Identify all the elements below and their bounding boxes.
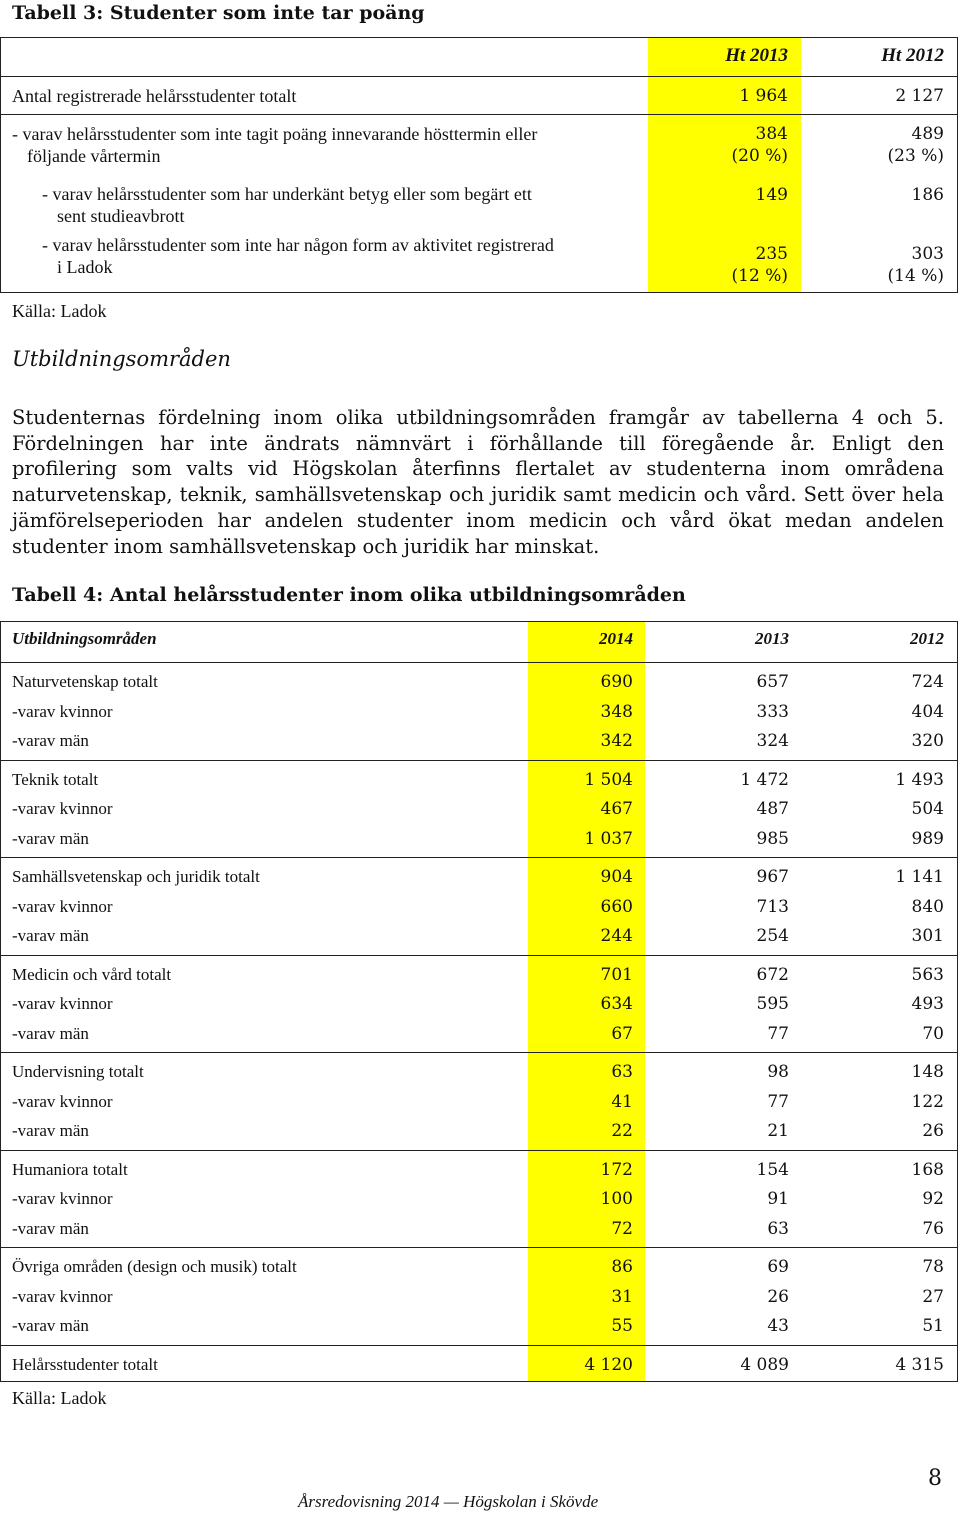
table4-row-label: -varav kvinnor: [12, 799, 113, 818]
table4-value-2013: 77: [767, 1023, 789, 1044]
table4-value-2012: 27: [922, 1286, 944, 1307]
table4-row-label: -varav män: [12, 926, 89, 945]
table4-group-divider: [0, 1052, 958, 1053]
table4-border: [957, 621, 958, 1381]
table3-row-label-cont: i Ladok: [57, 257, 113, 277]
table4-value-2014: 55: [611, 1316, 633, 1336]
table4-row-label: Teknik totalt: [12, 769, 99, 789]
table4-value-2012: 26: [922, 1121, 944, 1141]
table4-value-2012: 724: [911, 672, 944, 692]
table3-col-ht2013: Ht 2013: [725, 45, 788, 66]
table4-value-2014: 701: [600, 964, 633, 985]
table4-border: [0, 621, 1, 1381]
table3-row-label: - varav helårsstudenter som har underkänt betyg eller som begärt ett: [42, 184, 532, 204]
table4-value-2013: 657: [756, 672, 789, 692]
table4-value-2014: 63: [611, 1062, 633, 1082]
table4-value-2012: 148: [911, 1062, 944, 1082]
table3-row-label: Antal registrerade helårsstudenter totalt: [12, 86, 297, 106]
table4-value-2012: 70: [922, 1023, 944, 1044]
table4-group-divider: [0, 955, 958, 956]
table3-value: 235: [755, 244, 788, 264]
table4-value-2013: 333: [756, 701, 789, 722]
table4-value-2014: 22: [611, 1121, 633, 1141]
table3-row-label-cont: sent studieavbrott: [57, 206, 185, 226]
table4-row-label: -varav män: [12, 1023, 89, 1043]
table4-value-2013: 324: [756, 731, 789, 751]
table4-group-divider: [0, 760, 958, 761]
table4-value-2014: 904: [600, 867, 633, 887]
table4-value-2012: 504: [911, 799, 944, 819]
table4-value-2012: 78: [922, 1257, 944, 1277]
table4-value-2014: 72: [611, 1218, 633, 1239]
table4-value-2014: 31: [611, 1286, 633, 1307]
table4-value-2012: 989: [911, 828, 944, 849]
table3-value: 186: [911, 185, 944, 205]
table4-value-2012: 301: [911, 926, 944, 946]
table3-value-pct: (23 %): [887, 146, 944, 166]
table4-value-2014: 100: [600, 1189, 633, 1209]
table4-value-2012: 76: [922, 1218, 944, 1239]
table4-value-2013: 91: [767, 1189, 789, 1209]
table3-col-ht2012: Ht 2012: [881, 45, 944, 66]
table4-value-2013: 21: [767, 1121, 789, 1141]
table4-border: [0, 1381, 958, 1382]
table4-value-2012: 92: [922, 1189, 944, 1209]
table4-row-label: -varav män: [12, 1218, 89, 1238]
table4-value-2014: 690: [600, 672, 633, 692]
table4-value-2013: 713: [756, 896, 789, 917]
table3-value: 489: [911, 124, 944, 144]
table4-row-label: -varav kvinnor: [12, 701, 113, 721]
table4-value-2014: 348: [600, 701, 633, 722]
table4-value-2014: 660: [600, 896, 633, 917]
table4-group-divider: [0, 1345, 958, 1346]
table4-value-2013: 595: [756, 994, 789, 1014]
table4-header-2012: 2012: [910, 629, 944, 648]
table4-header-2014: 2014: [599, 629, 633, 648]
table4-header-2013: 2013: [755, 629, 789, 648]
table3-row-label: - varav helårsstudenter som inte tagit poäng innevarande hösttermin eller: [12, 124, 538, 144]
table4-value-2013: 98: [767, 1062, 789, 1082]
table4-title: Tabell 4: Antal helårsstudenter inom olika utbildningsområden: [12, 584, 686, 606]
table4-row-label: Samhällsvetenskap och juridik totalt: [12, 867, 260, 886]
table4-source: Källa: Ladok: [12, 1388, 107, 1408]
table4-value-2014: 342: [600, 731, 633, 751]
table3-row-label-cont: följande vårtermin: [27, 146, 161, 166]
table3-value: 149: [755, 185, 788, 205]
table4-value-2013: 63: [767, 1218, 789, 1239]
table4-value-2014: 86: [611, 1257, 633, 1277]
table4-value-2012: 1 141: [895, 867, 944, 887]
table3-value-pct: (12 %): [731, 266, 788, 286]
table4-border: [0, 621, 958, 622]
table4-row-label: Naturvetenskap totalt: [12, 672, 158, 691]
table3-value: 1 964: [739, 86, 788, 106]
table4-row-label: Övriga områden (design och musik) totalt: [12, 1257, 297, 1276]
table4-row-label: -varav män: [12, 1316, 89, 1335]
table4-row-label: -varav kvinnor: [12, 1189, 113, 1208]
table4-value-2014: 1 504: [584, 769, 633, 790]
table4-value-2013: 672: [756, 964, 789, 985]
table4-value-2013: 967: [756, 867, 789, 887]
table4-value-2013: 985: [756, 828, 789, 849]
table4-value-2014: 172: [600, 1159, 633, 1180]
table4-header-area: Utbildningsområden: [12, 629, 157, 648]
table4-value-2012: 840: [911, 896, 944, 917]
table4-row-label: Medicin och vård totalt: [12, 964, 172, 984]
table4-value-2014: 67: [611, 1023, 633, 1044]
table3-value-pct: (20 %): [731, 146, 788, 166]
page-footer: Årsredovisning 2014 — Högskolan i Skövde: [298, 1492, 599, 1511]
table4-total-2013: 4 089: [740, 1354, 789, 1375]
table4-border: [0, 662, 958, 663]
table4-value-2013: 43: [767, 1316, 789, 1336]
table4-row-label: -varav kvinnor: [12, 994, 113, 1013]
table4-value-2012: 168: [911, 1159, 944, 1180]
table4-group-divider: [0, 1150, 958, 1151]
table4-value-2013: 1 472: [740, 769, 789, 790]
body-paragraph: Studenternas fördelning inom olika utbildningsområden framgår av tabellerna 4 och 5. Fördelningen har inte ändrats nämnvärt i förhållande till föregående år. Enligt den profilering som valts vid Högskolan återfinns flertalet av studenterna inom områdena naturvetenskap, teknik, samhällsvetenskap och juridik samt medicin och vård. Sett över hela jämförelseperioden har andelen studenter inom medicin och vård ökat medan andelen studenter inom samhällsvetenskap och juridik har minskat.: [12, 406, 944, 558]
table3-row-label: - varav helårsstudenter som inte har någon form av aktivitet registrerad: [42, 235, 554, 255]
table3-title: Tabell 3: Studenter som inte tar poäng: [12, 2, 425, 24]
table4-value-2014: 244: [600, 926, 633, 946]
table3-value: 303: [911, 244, 944, 264]
table4-value-2012: 51: [922, 1316, 944, 1336]
table3-value-pct: (14 %): [887, 266, 944, 286]
page-number: 8: [928, 1466, 942, 1491]
table4-total-2012: 4 315: [895, 1354, 944, 1375]
table4-value-2013: 77: [767, 1091, 789, 1112]
table4-value-2012: 320: [911, 731, 944, 751]
table4-value-2013: 26: [767, 1286, 789, 1307]
table4-value-2012: 563: [911, 964, 944, 985]
table3-value: 2 127: [895, 86, 944, 106]
table4-value-2013: 487: [756, 799, 789, 819]
table4-value-2014: 1 037: [584, 828, 633, 849]
table4-group-divider: [0, 1247, 958, 1248]
table4-value-2013: 254: [756, 926, 789, 946]
table4-value-2013: 154: [756, 1159, 789, 1180]
table4-group-divider: [0, 857, 958, 858]
table4-value-2012: 1 493: [895, 769, 944, 790]
table4-row-label: -varav män: [12, 731, 89, 750]
table3-value: 384: [755, 124, 788, 144]
section-heading: Utbildningsområden: [12, 347, 231, 371]
table4-value-2013: 69: [767, 1257, 789, 1277]
table4-value-2014: 467: [600, 799, 633, 819]
table4-row-label: Humaniora totalt: [12, 1159, 128, 1179]
table4-row-label: -varav kvinnor: [12, 1091, 113, 1111]
table4-row-label: Undervisning totalt: [12, 1062, 144, 1081]
table4-value-2014: 634: [600, 994, 633, 1014]
table4-value-2014: 41: [611, 1091, 633, 1112]
table4-total-2014: 4 120: [584, 1354, 633, 1375]
table4-row-label: -varav män: [12, 1121, 89, 1140]
table4-row-label: -varav kvinnor: [12, 896, 113, 916]
table4-row-label: -varav män: [12, 828, 89, 848]
table4-value-2012: 493: [911, 994, 944, 1014]
table4-value-2012: 404: [911, 701, 944, 722]
table4-value-2012: 122: [911, 1091, 944, 1112]
table3-source: Källa: Ladok: [12, 301, 107, 321]
table4-total-label: Helårsstudenter totalt: [12, 1354, 158, 1374]
table4-row-label: -varav kvinnor: [12, 1286, 113, 1306]
